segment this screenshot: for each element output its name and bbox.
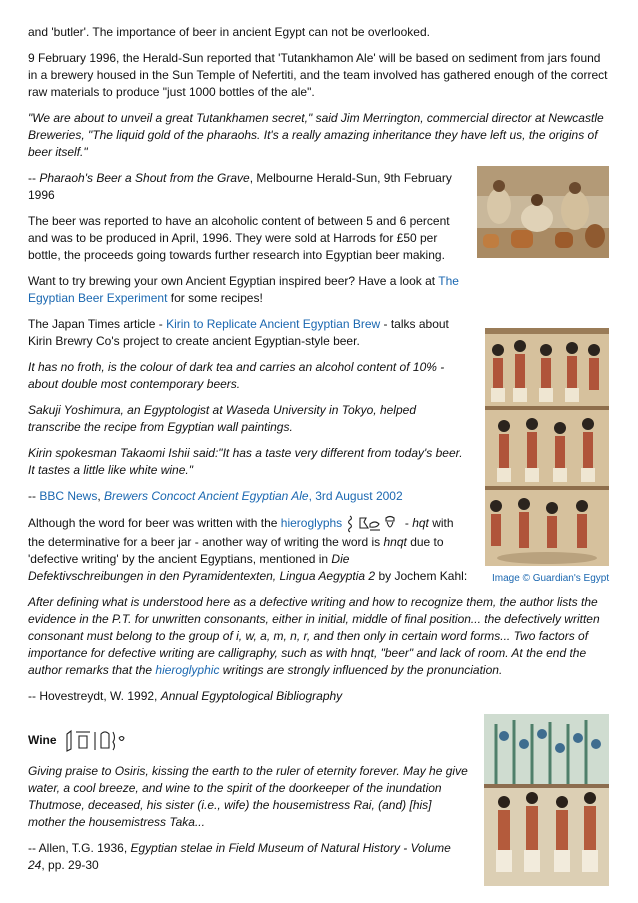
citation-prefix: -- [28,489,40,503]
wine-title: Wine [28,733,57,748]
kirin-quote-1 [28,359,468,393]
hieroglyphic-link-text: hieroglyphic [155,663,220,677]
hieroglyph-beer-icon [346,514,402,534]
hieroglyphic-link[interactable] [155,663,219,677]
japan-times-text: The Japan Times article - [28,317,167,331]
japan-times-paragraph [28,316,468,350]
kirin-quote-1-text: It has no froth, is the colour of dark tea and carries an alcohol content of 10% - about double most contemporary beers. [28,360,445,391]
citation-source: , Melbourne Herald-Sun, 9th February 1996 [28,171,452,202]
brewing-text: Want to try brewing your own Ancient Egyptian inspired beer? Have a look at [28,274,439,288]
kirin-quote-2-text: Sakuji Yoshimura, an Egyptologist at Waseda University in Tokyo, helped transcribe the recipe from Egyptian wall paintings. [28,403,416,434]
kirin-quote-3 [28,445,468,479]
kirin-quote-3-text: Kirin spokesman Takaomi Ishii said:"It has a taste very different from today's beer. It tastes a little like white wine." [28,446,463,477]
hovestreydt-quote-end: writings are strongly influenced by the pronunciation. [219,663,503,677]
hieroglyph-text-a: Although the word for beer was written with the [28,516,281,531]
hieroglyph-text-e: by Jochem Kahl: [375,569,468,583]
book-title: Die Defektivschreibungen in den Pyramidentexten, Lingua Aegyptia 2 [28,552,376,583]
citation-prefix: -- Hovestreydt, W. 1992, [28,689,161,703]
bbc-date-link[interactable]: , 3rd August 2002 [308,489,403,503]
citation-bbc [28,488,468,505]
hieroglyph-text-b: - [401,516,413,531]
brewing-paragraph [28,273,468,307]
hieroglyph-paragraph [28,514,468,585]
hnqt-word: hnqt [383,535,407,549]
kirin-quote-2 [28,402,468,436]
merrington-quote [28,110,608,161]
bbc-article-link[interactable] [104,489,309,503]
citation-title: Annual Egyptological Bibliography [160,689,343,703]
intro-paragraph: and 'butler'. The importance of beer in ancient Egypt can not be overlooked. [28,25,430,39]
citation-hovestreydt [28,688,608,705]
wine-quote-text: Giving praise to Osiris, kissing the earth to the ruler of eternity forever. May he give water, a cool breeze, and wine to the spirit of the doorkeeper of the inundation Thutmose, deceased, his sister (i.e., wife) the housemistress Rai, (and) [his] mother the housemistress Taka... [28,764,468,829]
citation-herald-sun [28,170,468,204]
bbc-news-link[interactable]: BBC News [39,489,98,503]
egyptian-beer-experiment-link[interactable]: The Egyptian Beer Experiment [28,274,459,305]
hieroglyphs-link[interactable]: hieroglyphs [280,516,343,531]
citation-prefix: -- [28,171,40,185]
wine-heading [28,728,468,754]
image-caption[interactable]: Image © Guardian's Egypt [492,573,610,584]
wine-painting-image [484,714,609,886]
hovestreydt-quote-text: After defining what is understood here as a defective writing and how to recognize them, the author lists the evidence in the P.T. for unwritten consonants, either in initial, middle of final position... the defectively written consonant must belong to the group of i, w, a, m, n, r, and then only in certain word forms... Two factors of importance for defective writing are calligraphy, such as with hnqt, "beer" and lack of room. At the end the author remarks that the [28,595,600,677]
hieroglyph-text-d: due to 'defective writing' by the ancient Egyptians, mentioned in [28,535,444,566]
hqt-word: hqt [412,516,429,531]
alcohol-paragraph: The beer was reported to have an alcoholic content of between 5 and 6 percent and was to be produced in April, 1996. They were sold at Harrods for £50 per bottle, the proceeds going towards further research into Egyptian beer making. [28,214,450,262]
hieroglyph-wine-icon [63,728,125,754]
herald-sun-paragraph: 9 February 1996, the Herald-Sun reported that 'Tutankhamon Ale' will be based on sediment from jars found in a brewery housed in the Sun Temple of Nefertiti, and the team involved has gathered enough of the correct raw materials to produce "just 1000 bottles of the ale". [28,51,608,99]
brewery-model-image [477,166,609,258]
hieroglyph-text-c: with the determinative for a beer jar - another way of writing the word is [28,516,454,549]
bbc-article-title: Brewers Concoct Ancient Egyptian Ale [104,489,309,503]
citation-allen [28,840,468,874]
kirin-article-link[interactable]: Kirin to Replicate Ancient Egyptian Brew [166,317,381,331]
merrington-quote-text: "We are about to unveil a great Tutankhamen secret," said Jim Merrington, commercial director at Newcastle Breweries, "The liquid gold of the pharaohs. It's a really amazing inheritance they have left us, the origins of beer itself." [28,111,604,159]
citation-separator: , [97,489,105,503]
citation-title: Egyptian stelae in Field Museum of Natural History - Volume 24 [28,841,451,872]
citation-pages: , pp. 29-30 [41,858,99,872]
brewing-text-end: for some recipes! [167,291,263,305]
japan-times-text-end: - talks about Kirin Brewry Co's project to create ancient Egyptian-style beer. [28,317,449,348]
hovestreydt-quote [28,594,608,679]
wall-painting-image [485,328,609,566]
citation-prefix: -- Allen, T.G. 1936, [28,841,131,855]
citation-title: Pharaoh's Beer a Shout from the Grave [39,171,250,185]
wine-quote [28,763,468,831]
